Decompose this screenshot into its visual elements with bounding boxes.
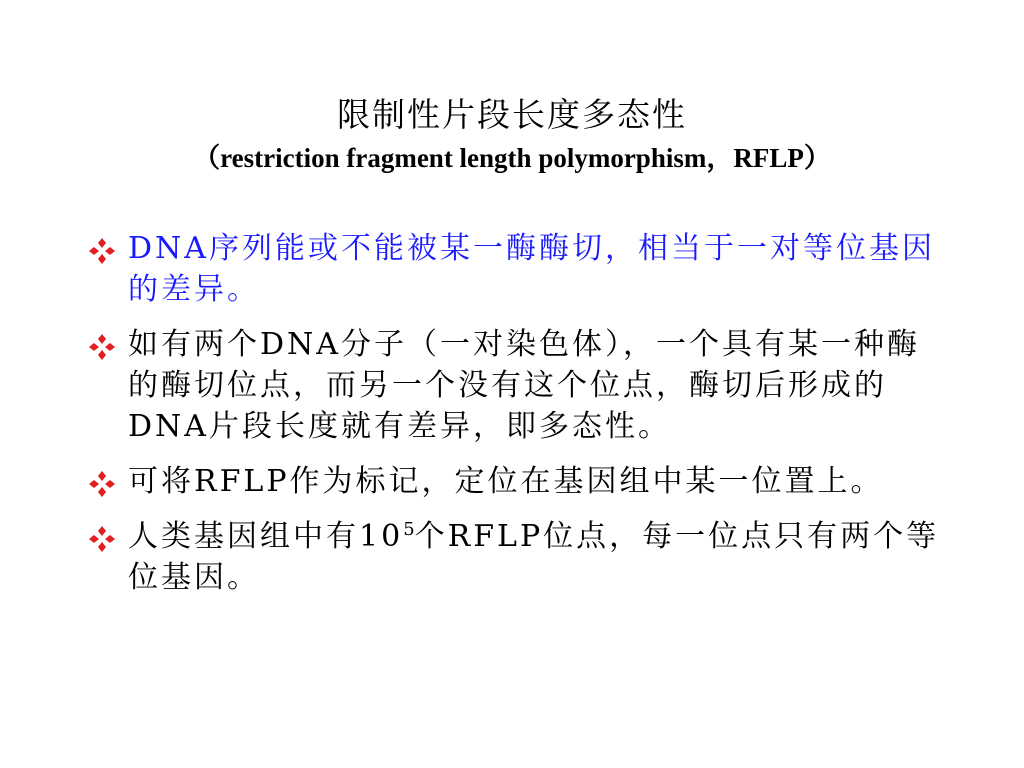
- bullet-item: [88, 516, 948, 598]
- title-block: [0, 92, 1024, 178]
- bullet-text-after: 个RFLP位点，每一位点只有两个等位基因。: [128, 519, 940, 595]
- superscript-exponent: 5: [403, 519, 415, 540]
- diamond-bullet-icon: [88, 333, 116, 361]
- bullet-item: [88, 228, 948, 310]
- bullet-list: [88, 228, 948, 612]
- bullet-text: DNA序列能或不能被某一酶酶切，相当于一对等位基因的差异。: [128, 231, 935, 307]
- bullet-text: 如有两个DNA分子（一对染色体），一个具有某一种酶的酶切位点，而另一个没有这个位点，酶切后形成的DNA片段长度就有差异，即多态性。: [128, 327, 920, 444]
- page-subtitle: （restriction fragment length polymorphism，RFLP）: [193, 143, 831, 173]
- diamond-bullet-icon: [88, 237, 116, 265]
- bullet-item: [88, 461, 948, 502]
- bullet-text: 可将RFLP作为标记，定位在基因组中某一位置上。: [128, 464, 884, 499]
- bullet-text-before: 人类基因组中有10: [128, 519, 404, 554]
- page-title: 限制性片段长度多态性: [337, 95, 687, 134]
- bullet-text: [128, 516, 948, 598]
- bullet-item: [88, 324, 948, 447]
- diamond-bullet-icon: [88, 470, 116, 498]
- diamond-bullet-icon: [88, 525, 116, 553]
